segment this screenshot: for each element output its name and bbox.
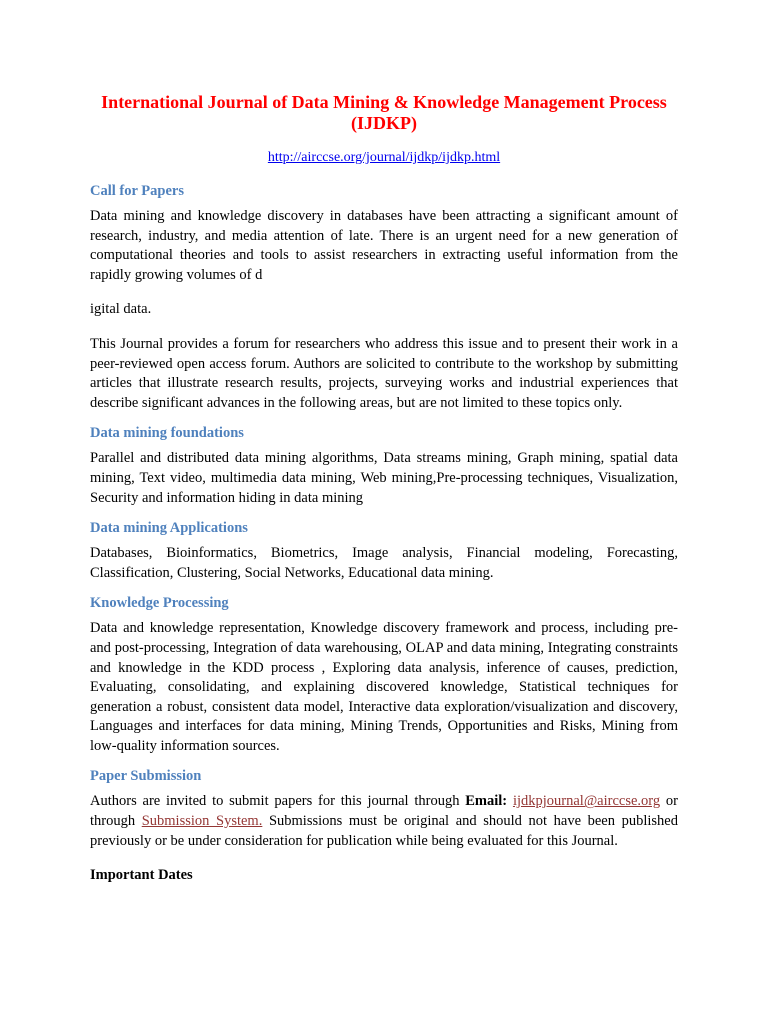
- journal-title-line1: International Journal of Data Mining & Knowledge Management Process: [101, 92, 667, 112]
- call-for-papers-paragraph-tail: igital data.: [90, 301, 152, 318]
- email-label: Email:: [465, 793, 508, 810]
- paper-submission-heading: Paper Submission: [90, 768, 202, 785]
- submission-text-before: Authors are invited to submit papers for this journal through: [90, 793, 466, 810]
- journal-title-line2: (IJDKP): [351, 113, 417, 133]
- journal-url-line: [90, 149, 678, 167]
- applications-heading: Data mining Applications: [90, 520, 248, 537]
- submission-text-after: Submissions must be original and should not have been published previously or be under consideration for publication while being evaluated for this Journal.: [90, 813, 678, 849]
- email-link[interactable]: ijdkpjournal@airccse.org: [512, 793, 661, 810]
- call-for-papers-paragraph: Data mining and knowledge discovery in databases have been attracting a significant amount of research, industry, and media attention of late. There is an urgent need for a new generation of computational theories and tools to assist researchers in extracting useful information from the rapidly growing volumes of d: [90, 208, 678, 283]
- submission-system-link[interactable]: Submission System.: [141, 813, 263, 830]
- paper-submission-paragraph: [90, 792, 678, 851]
- knowledge-processing-paragraph: Data and knowledge representation, Knowledge discovery framework and process, including pre- and post-processing, Integration of data warehousing, OLAP and data mining, Integrating constraints and knowledge in the KDD process , Exploring data analysis, inference of causes, prediction, Evaluating, consolidating, and explaining discovered knowledge, Statistical techniques for generation a robust, consistent data model, Interactive data exploration/visualization and discovery, Languages and interfaces for data mining, Mining Trends, Opportunities and Risks, Mining from low-quality information sources.: [90, 620, 678, 754]
- journal-url-link[interactable]: http://airccse.org/journal/ijdkp/ijdkp.html: [267, 150, 501, 165]
- foundations-paragraph: Parallel and distributed data mining algorithms, Data streams mining, Graph mining, spatial data mining, Text video, multimedia data mining, Web mining,Pre-processing techniques, Visualization, Security and information hiding in data mining: [90, 450, 678, 506]
- forum-paragraph: This Journal provides a forum for researchers who address this issue and to present their work in a peer-reviewed open access forum. Authors are solicited to contribute to the workshop by submitting articles that illustrate research results, projects, surveying works and industrial experiences that describe significant advances in the following areas, but are not limited to these topics only.: [90, 335, 678, 411]
- important-dates-heading: Important Dates: [90, 867, 193, 884]
- applications-paragraph: Databases, Bioinformatics, Biometrics, Image analysis, Financial modeling, Forecasting, Classification, Clustering, Social Networks, Educational data mining.: [90, 545, 678, 581]
- knowledge-processing-heading: Knowledge Processing: [90, 595, 229, 612]
- foundations-heading: Data mining foundations: [90, 425, 244, 442]
- call-for-papers-heading: Call for Papers: [90, 183, 184, 199]
- journal-title: [90, 92, 678, 134]
- submission-text-or: or through: [90, 793, 678, 830]
